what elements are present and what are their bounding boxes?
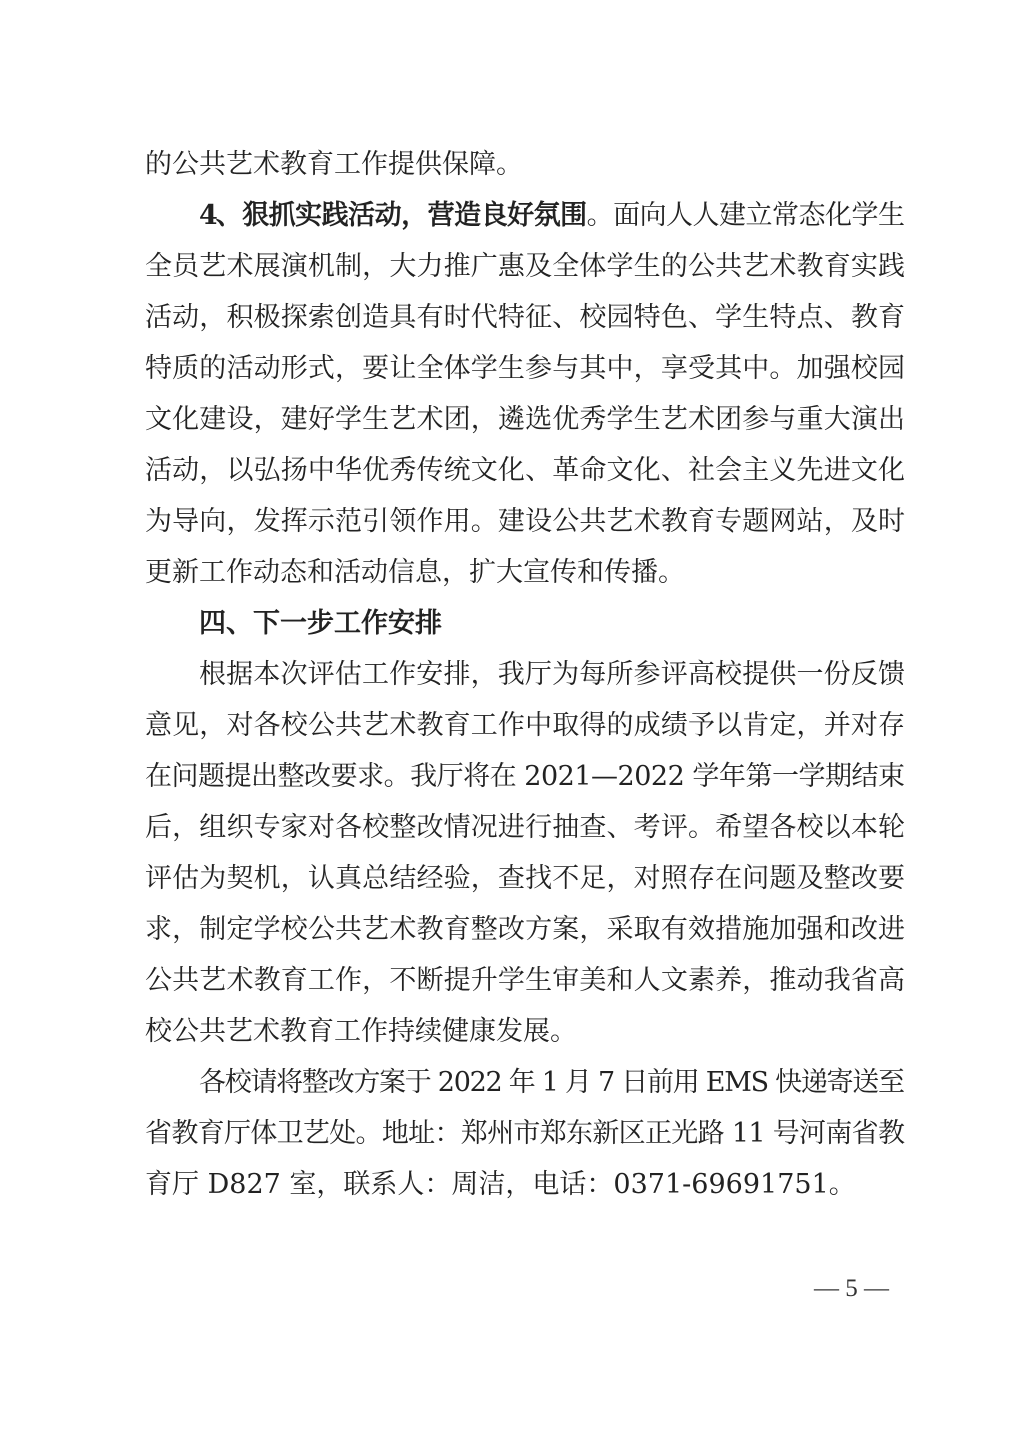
text-line: 育厅 D827 室，联系人：周洁，电话：0371-69691751。 [145,1169,856,1200]
text-line: 校公共艺术教育工作持续健康发展。 [145,1016,577,1047]
text-line: 全 员 艺 术 展 演 机 制 ， 大 力 推 广 惠 及 全 体 学 生 的 公 共 艺 术 教 育 实 践 [145,251,905,282]
text-line: 文 化 建 设 ， 建 好 学 生 艺 术 团 ， 遴 选 优 秀 学 生 艺 术 团 参 与 重 大 演 出 [145,404,905,435]
text-line: 在 问 题 提 出 整 改 要 求 。 我 厅 将 在 2 0 2 1 — 2 0 2 2 学 年 第 一 学 期 结 束 [145,761,905,792]
text-line: 各 校 请 将 整 改 方 案 于 2 0 2 2 年 1 月 7 日 前 用 E M S 快 递 寄 送 至 [199,1067,905,1098]
text-line: 更新工作动态和活动信息，扩大宣传和传播。 [145,557,685,588]
text-line: 评 估 为 契 机 ， 认 真 总 结 经 验 ， 查 找 不 足 ， 对 照 存 在 问 题 及 整 改 要 [145,863,905,894]
text-line: 公 共 艺 术 教 育 工 作 ， 不 断 提 升 学 生 审 美 和 人 文 素 养 ， 推 动 我 省 高 [145,965,905,996]
text-line: 省 教 育 厅 体 卫 艺 处 。 地 址 ： 郑 州 市 郑 东 新 区 正 光 路 1 1 号 河 南 省 教 [145,1118,905,1149]
item-4-heading-line: 4 、 狠 抓 实 践 活 动 ， 营 造 良 好 氛 围 。 面 向 人 人 建 立 常 态 化 学 生 [199,200,905,231]
text-line: 根 据 本 次 评 估 工 作 安 排 ， 我 厅 为 每 所 参 评 高 校 提 供 一 份 反 馈 [199,659,905,690]
text-line: 后 ， 组 织 专 家 对 各 校 整 改 情 况 进 行 抽 查 、 考 评 。 希 望 各 校 以 本 轮 [145,812,905,843]
text-line: 活 动 ， 以 弘 扬 中 华 优 秀 传 统 文 化 、 革 命 文 化 、 社 会 主 义 先 进 文 化 [145,455,905,486]
text-line: 活 动 ， 积 极 探 索 创 造 具 有 时 代 特 征 、 校 园 特 色 、 学 生 特 点 、 教 育 [145,302,905,333]
text-line: 求 ， 制 定 学 校 公 共 艺 术 教 育 整 改 方 案 ， 采 取 有 效 措 施 加 强 和 改 进 [145,914,905,945]
text-line: 意 见 ， 对 各 校 公 共 艺 术 教 育 工 作 中 取 得 的 成 绩 予 以 肯 定 ， 并 对 存 [145,710,905,741]
section-heading: 四、下一步工作安排 [199,608,442,639]
page-number: — 5 — [814,1275,889,1302]
text-line: 特 质 的 活 动 形 式 ， 要 让 全 体 学 生 参 与 其 中 ， 享 受 其 中 。 加 强 校 园 [145,353,905,384]
text-line: 的公共艺术教育工作提供保障。 [145,149,523,180]
text-line: 为 导 向 ， 发 挥 示 范 引 领 作 用 。 建 设 公 共 艺 术 教 育 专 题 网 站 ， 及 时 [145,506,905,537]
